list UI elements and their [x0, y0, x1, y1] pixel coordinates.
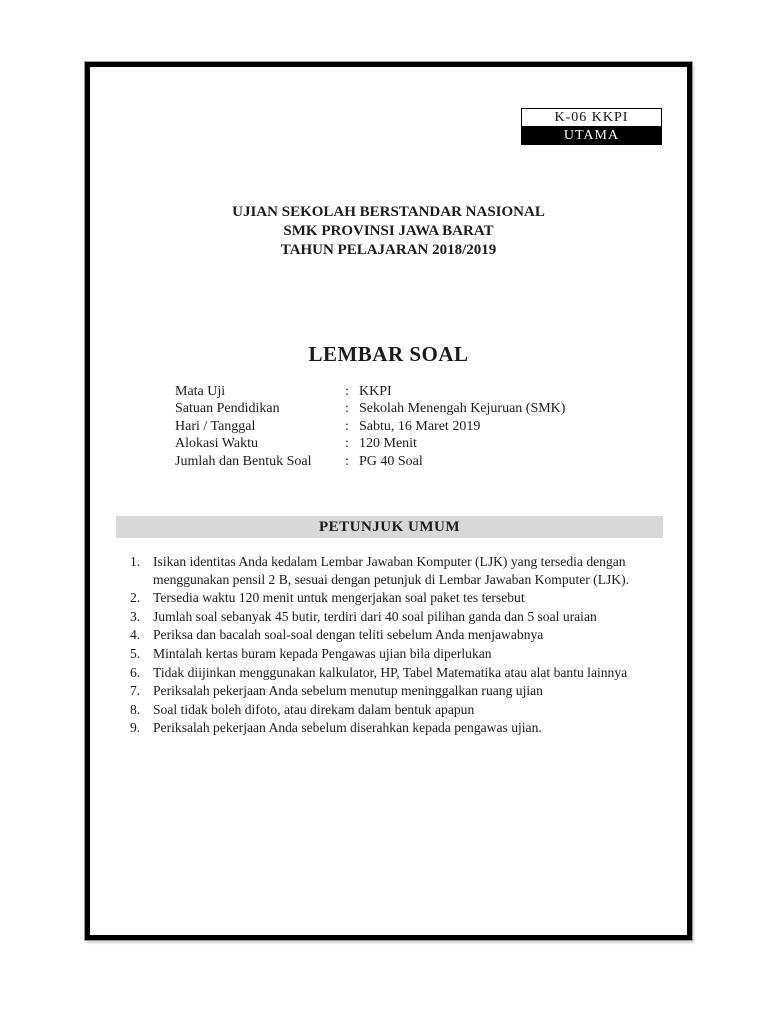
exam-header-line3: TAHUN PELAJARAN 2018/2019	[280, 242, 497, 258]
meta-label: Hari / Tanggal	[175, 418, 256, 434]
instruction-item	[130, 664, 663, 682]
instruction-text: Jumlah soal sebanyak 45 butir, terdiri dari 40 soal pilihan ganda dan 5 soal uraian	[153, 608, 597, 624]
meta-row	[175, 418, 687, 435]
meta-label: Alokasi Waktu	[175, 436, 258, 452]
instruction-text: Mintalah kertas buram kepada Pengawas ujian bila diperlukan	[153, 646, 492, 661]
exam-code: K-06 KKPI	[522, 109, 661, 127]
meta-row	[175, 435, 687, 452]
instruction-number: 4.	[130, 627, 141, 643]
exam-code-box	[521, 108, 662, 145]
instruction-item	[130, 719, 663, 737]
instruction-number: 8.	[130, 701, 141, 717]
instruction-item	[130, 701, 663, 719]
instruction-text: Periksalah pekerjaan Anda sebelum diserahkan kepada pengawas ujian.	[153, 720, 542, 736]
meta-table	[175, 383, 687, 470]
meta-value: Sabtu, 16 Maret 2019	[359, 418, 481, 434]
instruction-number: 9.	[130, 720, 141, 736]
instruction-item	[130, 608, 663, 626]
exam-header	[90, 67, 687, 260]
instruction-text: Isikan identitas Anda kedalam Lembar Jawaban Komputer (LJK) yang tersedia dengan menggunakan pensil 2 B, sesuai dengan petunjuk di Lembar Jawaban Komputer (LJK).	[153, 554, 630, 587]
instruction-number: 2.	[130, 590, 141, 606]
instruction-item	[130, 589, 663, 607]
meta-colon: :	[345, 418, 349, 434]
instruction-number: 7.	[130, 683, 141, 699]
meta-value: 120 Menit	[359, 436, 417, 452]
instruction-text: Tersedia waktu 120 menit untuk mengerjakan soal paket tes tersebut	[153, 590, 525, 606]
instruction-item	[130, 682, 663, 700]
instruction-item	[130, 645, 663, 663]
meta-row	[175, 383, 687, 400]
instruction-number: 3.	[130, 608, 141, 624]
instruction-text: Tidak diijinkan menggunakan kalkulator, HP, Tabel Matematika atau alat bantu lainnya	[153, 664, 628, 680]
meta-value: PG 40 Soal	[359, 453, 423, 469]
instruction-number: 1.	[130, 554, 141, 570]
instruction-text: Periksa dan bacalah soal-soal dengan teliti sebelum Anda menjawabnya	[153, 627, 544, 643]
instruction-number: 5.	[130, 646, 141, 661]
instructions-list	[130, 553, 663, 737]
meta-colon: :	[345, 453, 349, 469]
meta-row	[175, 400, 687, 417]
instruction-text: Periksalah pekerjaan Anda sebelum menutup meninggalkan ruang ujian	[153, 683, 543, 699]
instruction-number: 6.	[130, 664, 141, 680]
meta-colon: :	[345, 384, 349, 399]
meta-label: Mata Uji	[175, 384, 226, 399]
meta-label: Satuan Pendidikan	[175, 401, 280, 417]
exam-header-line1: UJIAN SEKOLAH BERSTANDAR NASIONAL	[232, 204, 545, 220]
exam-package-type: UTAMA	[522, 127, 661, 144]
instruction-text: Soal tidak boleh difoto, atau direkam dalam bentuk apapun	[153, 701, 475, 717]
instruction-item	[130, 553, 663, 588]
page-title: LEMBAR SOAL	[308, 342, 469, 366]
exam-cover-page	[85, 62, 692, 940]
instruction-item	[130, 626, 663, 644]
meta-row	[175, 453, 687, 470]
exam-header-line2: SMK PROVINSI JAWA BARAT	[283, 223, 494, 239]
meta-colon: :	[345, 401, 349, 417]
meta-value: KKPI	[359, 384, 392, 399]
instructions-heading: PETUNJUK UMUM	[116, 516, 663, 538]
meta-value: Sekolah Menengah Kejuruan (SMK)	[359, 401, 566, 417]
meta-label: Jumlah dan Bentuk Soal	[175, 453, 312, 469]
meta-colon: :	[345, 436, 349, 452]
